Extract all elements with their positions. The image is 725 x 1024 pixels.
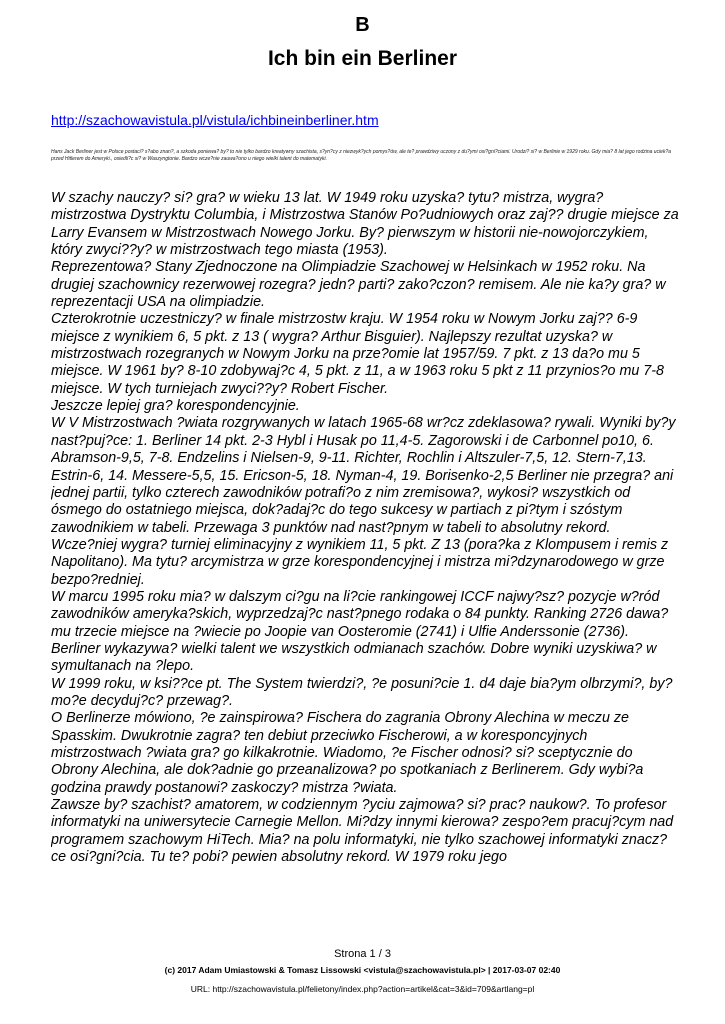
page-number: Strona 1 / 3 xyxy=(334,948,391,960)
paragraph: W szachy nauczy? si? gra? w wieku 13 lat. W 1949 roku uzyska? tytu? mistrza, wygra? mistrzostwa Dystryktu Columbia, i Mistrzostwa Stanów Po?udniowych oraz zaj?? drugie miejsce za Larry Evansem w Mistrzostwach Nowego Jorku. By? pierwszym w historii nie-nowojorczykiem, który zwyci??y? w mistrzostwach tego miasta (1953). xyxy=(51,190,679,259)
paragraph: W marcu 1995 roku mia? w dalszym ci?gu na li?cie rankingowej ICCF najwy?sz? pozycje w?ród zawodników ameryka?skich, wyprzedzaj?c nast?pnego rodaka o 84 punkty. Ranking 2726 dawa? mu trzecie miejsce na ?wiecie po Joopie van Oosteromie (2741) i Ulfie Anderssonie (2736). xyxy=(51,588,669,640)
article-body xyxy=(51,190,681,950)
page-url: URL: http://szachowavistula.pl/felietony/index.php?action=artikel&cat=3&id=709&artlang=pl xyxy=(190,984,535,994)
paragraph: W 1999 roku, w ksi??ce pt. The System twierdzi?, ?e posuni?cie 1. d4 daje bia?ym olbrzymi?, by? mo?e decyduj?c? przewag?. xyxy=(51,675,673,709)
paragraph: Jeszcze lepiej gra? korespondencyjnie. xyxy=(51,398,300,415)
intro-text: Hans Jack Berliner jest w Polsce postaci? s?abo znan?, a szkoda poniewa? by? to nie tylko bardzo kreatywny szachista, s?yn?cy z niezwyk?ych pomys?ów, ale te? prawdziwy uczony z du?ymi osi?gni?ciami. Urodzi? si? w Berlinie w 1929 roku. Gdy mia? 8 lat jego rodzina uciek?a przed Hitlerem do Ameryki., osiedli?c si? w Waszyngtonie. Bardzo wcze?nie zauwa?ono u niego wielki talent do matematyki. xyxy=(51,149,672,162)
copyright-line: (c) 2017 Adam Umiastowski & Tomasz Lissowski <vistula@szachowavistula.pl> | 2017-03-07 02:40 xyxy=(164,965,561,975)
paragraph: Zawsze by? szachist? amatorem, w codziennym ?yciu zajmowa? si? prac? naukow?. To profesor informatyki na uniwersytecie Carnegie Mellon. Mi?dzy innymi kierowa? zespo?em pracuj?cym nad programem szachowym HiTech. Mia? na polu informatyki, nie tylko szachowej informatyki znacz?ce osi?gni?cia. Tu te? pobi? pewien absolutny rekord. W 1979 roku jego xyxy=(51,797,674,866)
paragraph: Czterokrotnie uczestniczy? w finale mistrzostw kraju. W 1954 roku w Nowym Jorku zaj?? 6-9 miejsce z wynikiem 6, 5 pkt. z 13 ( wygra? Arthur Bisguier). Najlepszy rezultat uzyska? w mistrzostwach rozegranych w Nowym Jorku na prze?omie lat 1957/59. 7 pkt. z 13 da?o mu 5 miejsce. W 1961 by? 8-10 zdobywaj?c 4, 5 pkt. z 11, a w 1963 roku 5 pkt z 11 przynios?o mu 7-8 miejsce. W tych turniejach zwyci??y? Robert Fischer. xyxy=(51,311,664,397)
paragraph: O Berlinerze mówiono, ?e zainspirowa? Fischera do zagrania Obrony Alechina w meczu ze Spasskim. Dwukrotnie zagra? ten debiut przeciwko Fischerowi, a w koresponcyjnych mistrzostwach ?wiata gra? go kilkakrotnie. Wiadomo, ?e Fischer odnosi? si? sceptycznie do Obrony Alechina, ale dok?adnie go przeanalizowa? po spotkaniach z Berlinerem. Gdy wybi?a godzina prawdy postanowi? zaskoczy? mistrza ?wiata. xyxy=(51,710,644,796)
paragraph: Wcze?niej wygra? turniej eliminacyjny z wynikiem 11, 5 pkt. Z 13 (pora?ka z Klompusem i remis z Napolitano). Ma tytu? arcymistrza w grze korespondencyjnej i mistrza mi?dzynarodowego w grze bezpo?redniej. xyxy=(51,536,669,588)
article-title: Ich bin ein Berliner xyxy=(267,47,458,70)
section-letter: B xyxy=(355,14,370,36)
source-link[interactable]: http://szachowavistula.pl/vistula/ichbineinberliner.htm xyxy=(51,112,379,128)
paragraph: Berliner wykazywa? wielki talent we wszystkich odmianach szachów. Dobre wyniki uzyskiwa? w symultanach na ?lepo. xyxy=(51,640,657,675)
paragraph: W V Mistrzostwach ?wiata rozgrywanych w latach 1965-68 wr?cz zdeklasowa? rywali. Wyniki by?y nast?puj?ce: 1. Berliner 14 pkt. 2-3 Hybl i Husak po 11,4-5. Zagorowski i de Carbonnel po10, 6. Abramson-9,5, 7-8. Endzelins i Nielsen-9, 9-11. Richter, Rochlin i Altszuler-7,5, 12. Stern-7,13. Estrin-6, 14. Messere-5,5, 15. Ericson-5, 18. Nyman-4, 19. Borisenko-2,5 Berliner nie przegra? ani jednej partii, tylko czterech zawodników potrafi?o z nim zremisowa?, wykosi? wszystkich od ósmego do ostatniego miejsca, dok?adaj?c do tego sukcesy w partiach z pi?tym i szóstym zawodnikiem w tabeli. Przewaga 3 punktów nad nast?pnym w tabeli to absolutny rekord. xyxy=(51,415,676,536)
paragraph: Reprezentowa? Stany Zjednoczone na Olimpiadzie Szachowej w Helsinkach w 1952 roku. Na drugiej szachownicy rezerwowej rozegra? jedn? parti? zako?czon? remisem. Ale nie ka?y gra? w reprezentacji USA na olimpiadzie. xyxy=(51,259,666,311)
